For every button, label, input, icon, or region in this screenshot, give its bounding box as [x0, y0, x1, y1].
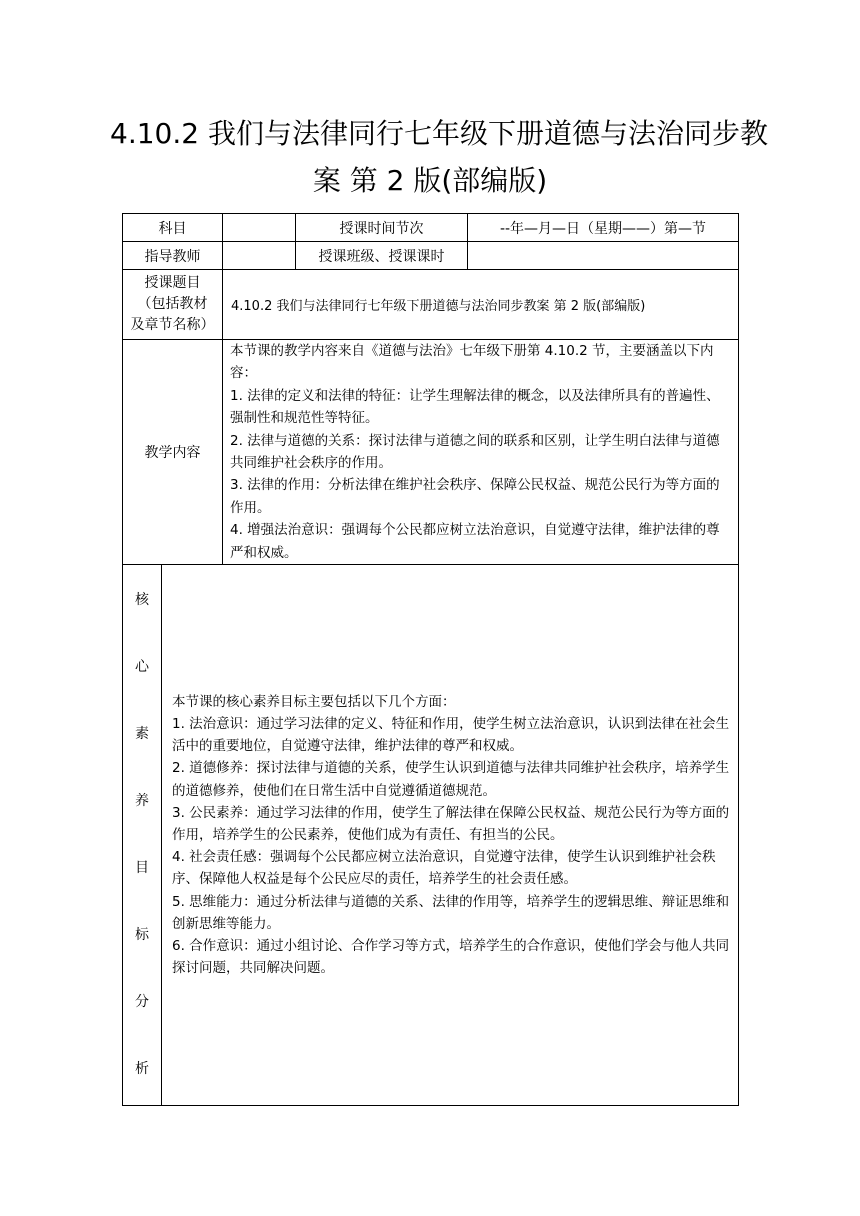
content-paragraph: 2. 法律与道德的关系：探讨法律与道德之间的联系和区别，让学生明白法律与道德共同维护社会秩序的作用。 — [230, 432, 720, 472]
topic-value: 4.10.2 我们与法律同行七年级下册道德与法治同步教案 第 2 版(部编版) — [223, 270, 739, 340]
class-label: 授课班级、授课课时 — [296, 242, 468, 270]
label-char: 核 — [135, 592, 149, 609]
core-paragraph: 5. 思维能力：通过分析法律与道德的关系、法律的作用等，培养学生的逻辑思维、辩证思维和创新思维等能力。 — [172, 893, 730, 932]
table-row — [123, 565, 739, 1106]
label-char: 心 — [135, 659, 149, 676]
topic-label-line: 及章节名称） — [130, 317, 215, 333]
core-paragraph: 2. 道德修养：探讨法律与道德的关系，使学生认识到道德与法律共同维护社会秩序，培养学生的道德修养，使他们在日常生活中自觉遵循道德规范。 — [172, 760, 730, 799]
label-char: 析 — [135, 1061, 149, 1078]
table-row — [123, 214, 739, 242]
class-value — [468, 242, 739, 270]
time-value: --年—月—日（星期——）第—节 — [468, 214, 739, 242]
core-paragraph: 6. 合作意识：通过小组讨论、合作学习等方式，培养学生的合作意识，使他们学会与他人共同探讨问题，共同解决问题。 — [172, 937, 730, 977]
teacher-label: 指导教师 — [123, 242, 223, 270]
label-char: 分 — [135, 994, 149, 1011]
core-paragraph: 3. 公民素养：通过学习法律的作用，使学生了解法律在保障公民权益、规范公民行为等方面的作用，培养学生的公民素养，使他们成为有责任、有担当的公民。 — [172, 804, 730, 843]
core-paragraph: 4. 社会责任感：强调每个公民都应树立法治意识，自觉遵守法律，使学生认识到维护社会秩序、保障他人权益是每个公民应尽的责任，培养学生的社会责任感。 — [172, 849, 716, 888]
core-literacy-label — [123, 565, 162, 1106]
core-paragraph: 本节课的核心素养目标主要包括以下几个方面： — [172, 693, 456, 710]
label-char: 标 — [135, 927, 149, 944]
topic-label-line: 授课题目 — [144, 275, 201, 291]
title-line-1: 4.10.2 我们与法律同行七年级下册道德与法治同步教 — [110, 117, 768, 150]
label-char: 目 — [135, 860, 149, 877]
content-paragraph: 本节课的教学内容来自《道德与法治》七年级下册第 4.10.2 节，主要涵盖以下内容： — [230, 343, 714, 382]
document-title — [110, 110, 768, 204]
content-paragraph: 3. 法律的作用：分析法律在维护社会秩序、保障公民权益、规范公民行为等方面的作用。 — [230, 477, 720, 516]
teaching-content-body — [223, 340, 739, 565]
table-row — [123, 242, 739, 270]
table-row — [123, 270, 739, 340]
content-paragraph: 1. 法律的定义和法律的特征：让学生理解法律的概念，以及法律所具有的普遍性、强制性和规范性等特征。 — [230, 387, 720, 427]
teacher-value — [223, 242, 296, 270]
topic-label-line: （包括教材 — [137, 296, 208, 312]
core-paragraph: 1. 法治意识：通过学习法律的定义、特征和作用，使学生树立法治意识，认识到法律在社会生活中的重要地位，自觉遵守法律，维护法律的尊严和权威。 — [172, 715, 730, 755]
label-char: 素 — [135, 726, 149, 743]
label-char: 养 — [135, 793, 149, 810]
subject-value — [223, 214, 296, 242]
topic-label — [123, 270, 223, 340]
teaching-content-label: 教学内容 — [123, 340, 223, 565]
content-paragraph: 4. 增强法治意识：强调每个公民都应树立法治意识，自觉遵守法律，维护法律的尊严和权威。 — [230, 522, 720, 561]
time-label: 授课时间节次 — [296, 214, 468, 242]
table-row — [123, 340, 739, 565]
title-line-2: 案 第 2 版(部编版) — [312, 164, 548, 197]
core-literacy-body — [162, 565, 739, 1106]
subject-label: 科目 — [123, 214, 223, 242]
lesson-plan-table — [122, 213, 739, 1106]
